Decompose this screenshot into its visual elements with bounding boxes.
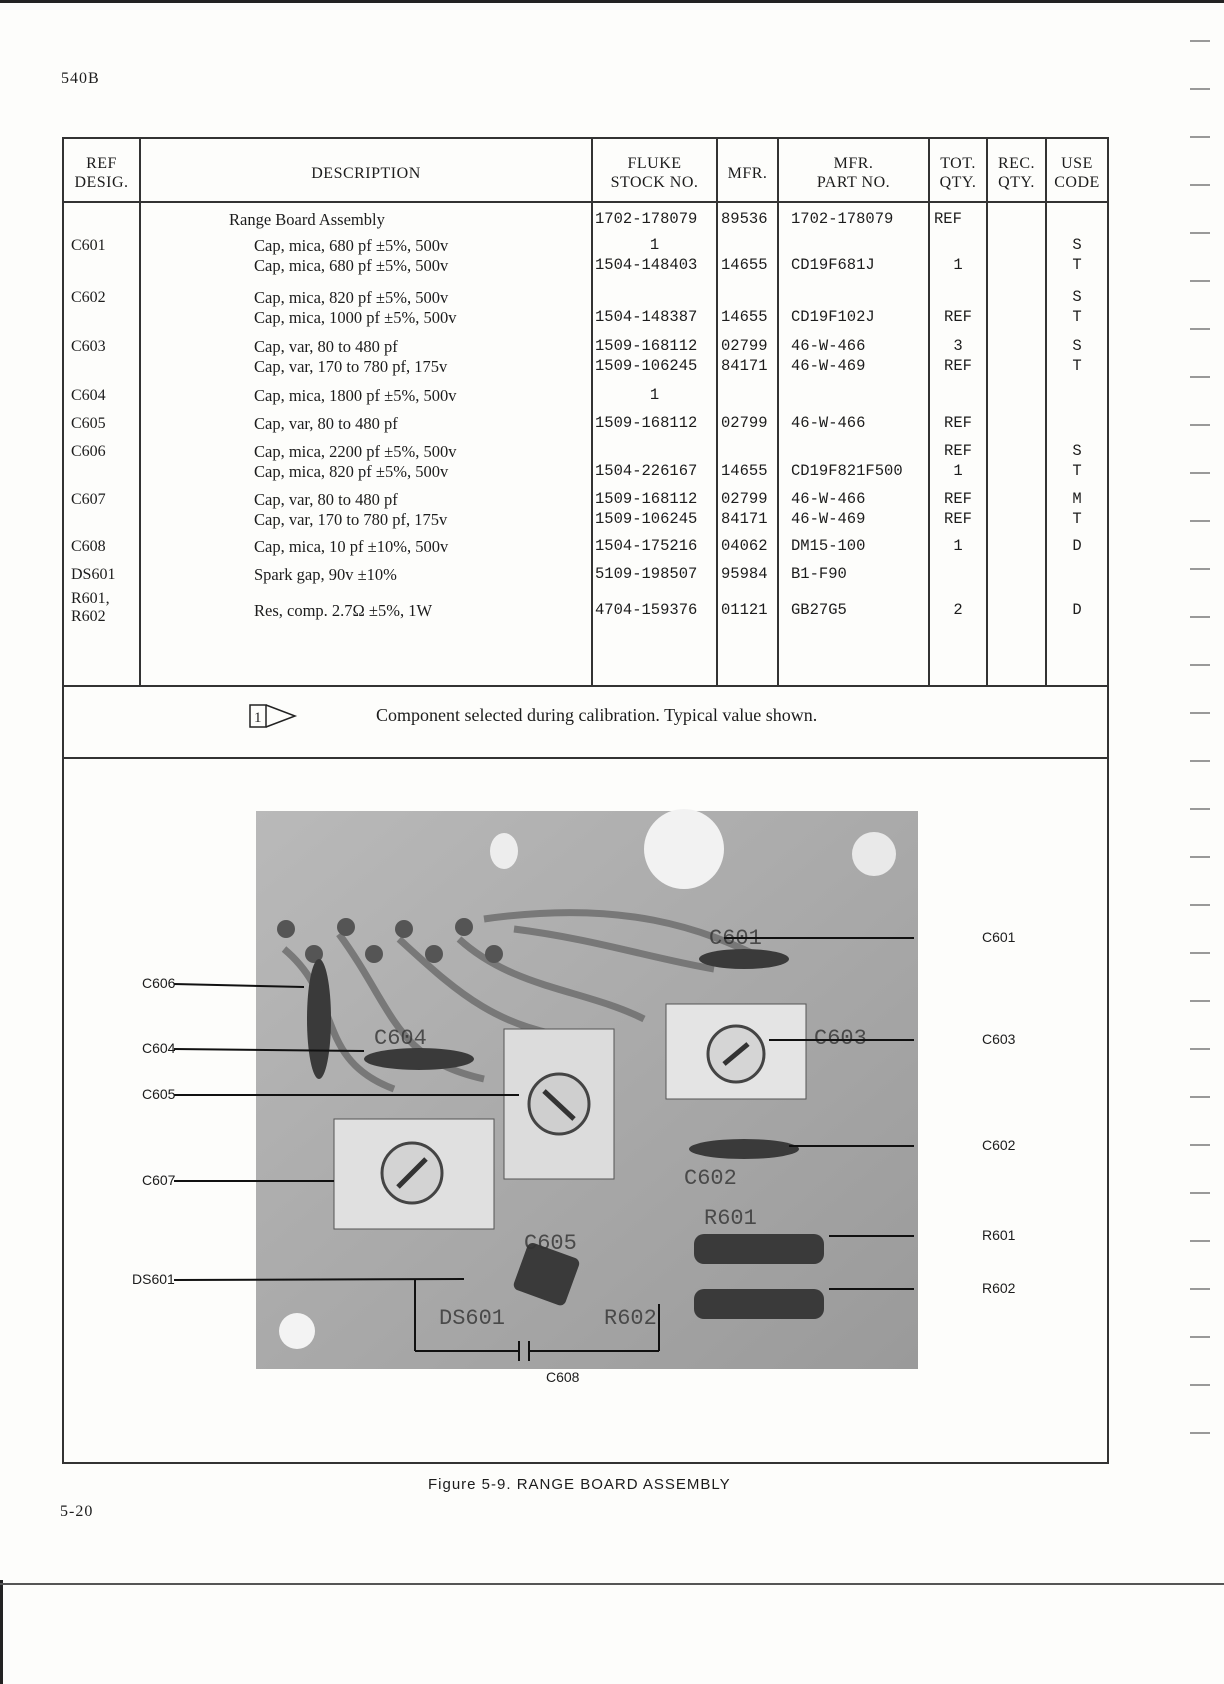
range-board-figure <box>64 759 1107 1464</box>
margin-tick <box>1190 328 1210 330</box>
total-qty: 1 <box>953 462 963 480</box>
note-marker-number: 1 <box>254 710 262 726</box>
fluke-stock-number: 1509-168112 <box>595 337 698 355</box>
total-qty: 2 <box>953 601 963 619</box>
part-description: Cap, var, 80 to 480 pf <box>254 337 398 356</box>
total-qty: REF <box>944 490 972 508</box>
part-description: Cap, mica, 2200 pf ±5%, 500v <box>254 442 457 461</box>
margin-tick <box>1190 472 1210 474</box>
total-qty: REF <box>944 308 972 326</box>
use-code: T <box>1072 357 1082 375</box>
part-description: Cap, mica, 820 pf ±5%, 500v <box>254 462 449 481</box>
label-r602: R602 <box>982 1280 1016 1296</box>
margin-tick <box>1190 232 1210 234</box>
margin-tick <box>1190 616 1210 618</box>
margin-tick <box>1190 1240 1210 1242</box>
margin-tick <box>1190 1192 1210 1194</box>
label-ds601: DS601 <box>132 1271 175 1287</box>
mfr-code: 14655 <box>721 308 768 326</box>
ref-desig: C608 <box>71 538 106 555</box>
note-marker-icon <box>249 701 299 731</box>
mfr-code: 84171 <box>721 357 768 375</box>
part-description: Cap, mica, 680 pf ±5%, 500v <box>254 236 449 255</box>
use-code: S <box>1072 337 1082 355</box>
header-fluke-stock: FLUKE STOCK NO. <box>610 155 699 191</box>
margin-tick <box>1190 904 1210 906</box>
fluke-stock-number: 4704-159376 <box>595 601 698 619</box>
label-c605: C605 <box>142 1086 176 1102</box>
header-use-code: USE CODE <box>1054 155 1100 191</box>
part-description: Cap, mica, 1000 pf ±5%, 500v <box>254 308 457 327</box>
mfr-part-number: GB27G5 <box>791 601 847 619</box>
margin-tick <box>1190 136 1210 138</box>
margin-tick <box>1190 1048 1210 1050</box>
mfr-part-number: B1-F90 <box>791 565 847 583</box>
use-code: S <box>1072 442 1082 460</box>
mfr-part-number: CD19F821F500 <box>791 462 903 480</box>
fluke-stock-number: 1504-175216 <box>595 537 698 555</box>
mfr-code: 02799 <box>721 337 768 355</box>
margin-tick <box>1190 712 1210 714</box>
part-description: Spark gap, 90v ±10% <box>254 565 397 584</box>
margin-tick <box>1190 184 1210 186</box>
fluke-stock-number: 1504-226167 <box>595 462 698 480</box>
use-code: T <box>1072 308 1082 326</box>
silk-c603: C603 <box>814 1026 867 1051</box>
margin-tick <box>1190 1144 1210 1146</box>
mfr-part-number: CD19F102J <box>791 308 875 326</box>
margin-tick <box>1190 1000 1210 1002</box>
top-border <box>0 0 1224 3</box>
fluke-stock-number: 1504-148403 <box>595 256 698 274</box>
header-description: DESCRIPTION <box>311 165 421 182</box>
ref-desig: C605 <box>71 415 106 432</box>
silk-ds601: DS601 <box>439 1306 506 1331</box>
assembly-part: 1702-178079 <box>791 210 894 228</box>
silk-c601: C601 <box>709 926 762 951</box>
use-code: D <box>1072 601 1082 619</box>
assembly-mfr: 89536 <box>721 210 768 228</box>
header-tot-qty: TOT. QTY. <box>939 155 977 191</box>
left-edge-mark <box>0 1580 3 1684</box>
bottom-border <box>0 1583 1224 1585</box>
mfr-code: 04062 <box>721 537 768 555</box>
part-description: Res, comp. 2.7Ω ±5%, 1W <box>254 601 433 620</box>
mfr-code: 95984 <box>721 565 768 583</box>
ref-desig: C601 <box>71 237 106 254</box>
total-qty: REF <box>944 442 972 460</box>
silk-c605: C605 <box>524 1231 577 1256</box>
header-rec-qty: REC. QTY. <box>997 155 1036 191</box>
mfr-part-number: 46-W-466 <box>791 414 866 432</box>
ref-desig: DS601 <box>71 566 116 583</box>
mfr-code: 14655 <box>721 256 768 274</box>
assembly-tot: REF <box>934 210 962 228</box>
fluke-stock-number: 1504-148387 <box>595 308 698 326</box>
label-c607: C607 <box>142 1172 176 1188</box>
margin-tick <box>1190 1432 1210 1434</box>
label-c606: C606 <box>142 975 176 991</box>
fluke-stock-number: 1 <box>649 236 660 254</box>
fluke-stock-number: 1509-106245 <box>595 357 698 375</box>
label-c601: C601 <box>982 929 1016 945</box>
margin-tick <box>1190 520 1210 522</box>
model-number: 540B <box>61 70 100 87</box>
margin-tick <box>1190 808 1210 810</box>
silk-r601: R601 <box>704 1206 757 1231</box>
figure-caption: Figure 5-9. RANGE BOARD ASSEMBLY <box>428 1476 731 1493</box>
use-code: T <box>1072 256 1082 274</box>
margin-tick <box>1190 1288 1210 1290</box>
page-number: 5-20 <box>60 1503 94 1520</box>
use-code: M <box>1072 490 1082 508</box>
part-description: Cap, var, 80 to 480 pf <box>254 414 398 433</box>
fluke-stock-number: 5109-198507 <box>595 565 698 583</box>
silk-c604: C604 <box>374 1026 427 1051</box>
margin-tick <box>1190 376 1210 378</box>
mfr-code: 02799 <box>721 414 768 432</box>
use-code: S <box>1072 288 1082 306</box>
margin-tick <box>1190 40 1210 42</box>
total-qty: REF <box>944 357 972 375</box>
total-qty: 1 <box>953 537 963 555</box>
mfr-part-number: 46-W-469 <box>791 357 866 375</box>
mfr-part-number: 46-W-466 <box>791 337 866 355</box>
part-description: Cap, var, 170 to 780 pf, 175v <box>254 510 448 529</box>
margin-tick <box>1190 1384 1210 1386</box>
ref-desig: C607 <box>71 491 106 508</box>
header-ref-desig: REF DESIG. <box>74 155 129 191</box>
margin-tick <box>1190 1096 1210 1098</box>
ref-desig: C602 <box>71 289 106 306</box>
mfr-part-number: DM15-100 <box>791 537 866 555</box>
total-qty: 1 <box>953 256 963 274</box>
use-code: T <box>1072 510 1082 528</box>
total-qty: 3 <box>953 337 963 355</box>
part-description: Cap, mica, 680 pf ±5%, 500v <box>254 256 449 275</box>
fluke-stock-number: 1509-168112 <box>595 490 698 508</box>
ref-desig: C604 <box>71 387 106 404</box>
assembly-stock: 1702-178079 <box>595 210 698 228</box>
silk-r602: R602 <box>604 1306 657 1331</box>
ref-desig: C606 <box>71 443 106 460</box>
header-mfr: MFR. <box>727 165 768 182</box>
label-c603: C603 <box>982 1031 1016 1047</box>
total-qty: REF <box>944 510 972 528</box>
part-description: Cap, var, 170 to 780 pf, 175v <box>254 357 448 376</box>
label-c608: C608 <box>546 1369 580 1385</box>
margin-tick <box>1190 280 1210 282</box>
margin-tick <box>1190 760 1210 762</box>
assembly-description: Range Board Assembly <box>229 210 385 229</box>
mfr-code: 02799 <box>721 490 768 508</box>
margin-tick <box>1190 568 1210 570</box>
mfr-part-number: 46-W-466 <box>791 490 866 508</box>
mfr-code: 84171 <box>721 510 768 528</box>
margin-tick <box>1190 856 1210 858</box>
part-description: Cap, var, 80 to 480 pf <box>254 490 398 509</box>
margin-tick <box>1190 88 1210 90</box>
part-description: Cap, mica, 820 pf ±5%, 500v <box>254 288 449 307</box>
part-description: Cap, mica, 1800 pf ±5%, 500v <box>254 386 457 405</box>
silk-c602: C602 <box>684 1166 737 1191</box>
use-code: T <box>1072 462 1082 480</box>
label-r601: R601 <box>982 1227 1016 1243</box>
label-c602: C602 <box>982 1137 1016 1153</box>
fluke-stock-number: 1509-168112 <box>595 414 698 432</box>
total-qty: REF <box>944 414 972 432</box>
margin-tick <box>1190 952 1210 954</box>
margin-tick <box>1190 664 1210 666</box>
mfr-code: 01121 <box>721 601 768 619</box>
fluke-stock-number: 1509-106245 <box>595 510 698 528</box>
ref-desig: R601, R602 <box>71 590 110 625</box>
mfr-part-number: CD19F681J <box>791 256 875 274</box>
fluke-stock-number: 1 <box>649 386 660 404</box>
use-code: S <box>1072 236 1082 254</box>
note-text: Component selected during calibration. Typical value shown. <box>376 705 818 725</box>
ref-desig: C603 <box>71 338 106 355</box>
part-description: Cap, mica, 10 pf ±10%, 500v <box>254 537 449 556</box>
margin-tick <box>1190 1336 1210 1338</box>
use-code: D <box>1072 537 1082 555</box>
mfr-part-number: 46-W-469 <box>791 510 866 528</box>
header-mfr-part: MFR. PART NO. <box>816 155 891 191</box>
margin-tick <box>1190 424 1210 426</box>
parts-list-frame <box>62 137 1109 1464</box>
label-c604: C604 <box>142 1040 176 1056</box>
mfr-code: 14655 <box>721 462 768 480</box>
